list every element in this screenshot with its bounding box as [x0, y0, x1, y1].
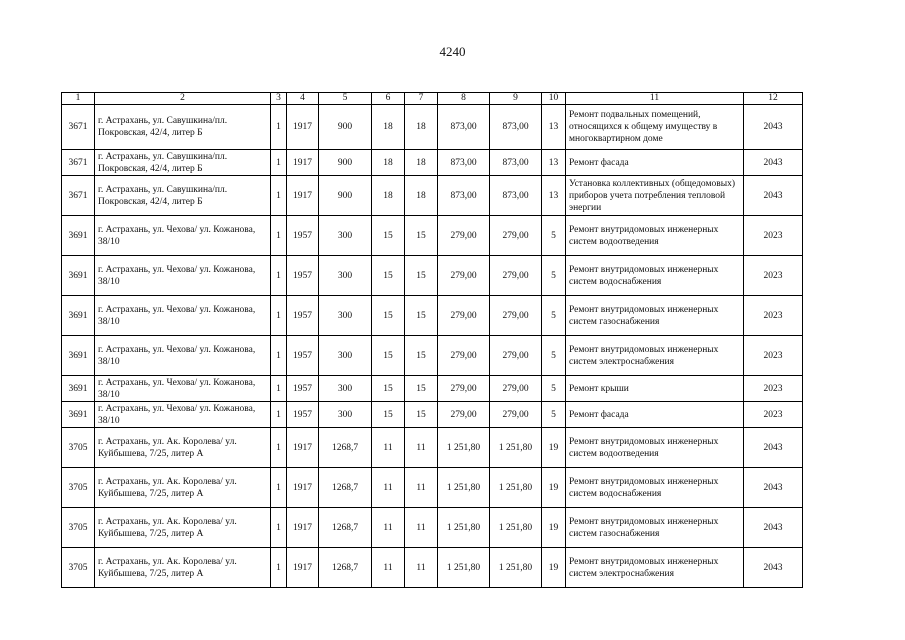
count-cell: 1 [271, 216, 287, 256]
row-id-cell: 3691 [62, 376, 95, 402]
address-cell: г. Астрахань, ул. Ак. Королева/ ул. Куйбышева, 7/25, литер А [95, 468, 271, 508]
cost-cell: 279,00 [490, 256, 542, 296]
value-cell: 15 [405, 216, 438, 256]
value-cell: 18 [372, 150, 405, 176]
page-number: 4240 [439, 44, 466, 59]
area-cell: 300 [319, 402, 372, 428]
table-row [62, 150, 803, 176]
table-row [62, 376, 803, 402]
table-row [62, 296, 803, 336]
area-cell: 300 [319, 376, 372, 402]
count-cell: 1 [271, 296, 287, 336]
cost-cell: 1 251,80 [438, 428, 490, 468]
value-cell: 15 [372, 256, 405, 296]
cost-cell: 1 251,80 [490, 548, 542, 588]
value-cell: 19 [542, 428, 566, 468]
count-cell: 1 [271, 428, 287, 468]
table-row [62, 256, 803, 296]
cost-cell: 279,00 [490, 336, 542, 376]
table-row [62, 216, 803, 256]
value-cell: 11 [405, 548, 438, 588]
value-cell: 5 [542, 216, 566, 256]
value-cell: 19 [542, 548, 566, 588]
value-cell: 11 [372, 428, 405, 468]
count-cell: 1 [271, 376, 287, 402]
address-cell: г. Астрахань, ул. Чехова/ ул. Кожанова, 38/10 [95, 376, 271, 402]
cost-cell: 1 251,80 [490, 468, 542, 508]
table-row [62, 468, 803, 508]
area-cell: 1268,7 [319, 468, 372, 508]
value-cell: 15 [372, 296, 405, 336]
row-id-cell: 3671 [62, 176, 95, 216]
row-id-cell: 3671 [62, 150, 95, 176]
cost-cell: 279,00 [438, 256, 490, 296]
cost-cell: 279,00 [490, 402, 542, 428]
plan-year-cell: 2043 [744, 150, 803, 176]
work-type-cell: Ремонт подвальных помещений, относящихся к общему имуществу в многоквартирном доме [566, 105, 744, 150]
value-cell: 18 [405, 105, 438, 150]
table-row [62, 336, 803, 376]
value-cell: 18 [405, 176, 438, 216]
table-body [62, 93, 803, 588]
value-cell: 5 [542, 256, 566, 296]
value-cell: 15 [405, 402, 438, 428]
value-cell: 13 [542, 105, 566, 150]
column-number: 9 [490, 93, 542, 105]
repair-program-table [61, 92, 803, 588]
row-id-cell: 3691 [62, 402, 95, 428]
year-built-cell: 1917 [287, 468, 319, 508]
value-cell: 11 [372, 548, 405, 588]
cost-cell: 279,00 [490, 376, 542, 402]
area-cell: 1268,7 [319, 508, 372, 548]
count-cell: 1 [271, 176, 287, 216]
value-cell: 5 [542, 296, 566, 336]
year-built-cell: 1957 [287, 256, 319, 296]
year-built-cell: 1957 [287, 296, 319, 336]
table-row [62, 428, 803, 468]
value-cell: 11 [405, 428, 438, 468]
plan-year-cell: 2043 [744, 548, 803, 588]
address-cell: г. Астрахань, ул. Савушкина/пл. Покровская, 42/4, литер Б [95, 150, 271, 176]
plan-year-cell: 2043 [744, 508, 803, 548]
area-cell: 900 [319, 150, 372, 176]
column-number: 11 [566, 93, 744, 105]
address-cell: г. Астрахань, ул. Савушкина/пл. Покровская, 42/4, литер Б [95, 176, 271, 216]
work-type-cell: Ремонт внутридомовых инженерных систем газоснабжения [566, 296, 744, 336]
cost-cell: 279,00 [490, 296, 542, 336]
row-id-cell: 3671 [62, 105, 95, 150]
column-number: 5 [319, 93, 372, 105]
year-built-cell: 1917 [287, 548, 319, 588]
value-cell: 15 [372, 376, 405, 402]
row-id-cell: 3705 [62, 428, 95, 468]
value-cell: 15 [405, 376, 438, 402]
row-id-cell: 3705 [62, 468, 95, 508]
table-row [62, 548, 803, 588]
value-cell: 19 [542, 508, 566, 548]
table-row [62, 176, 803, 216]
year-built-cell: 1917 [287, 105, 319, 150]
area-cell: 900 [319, 105, 372, 150]
work-type-cell: Ремонт внутридомовых инженерных систем водоотведения [566, 216, 744, 256]
year-built-cell: 1957 [287, 402, 319, 428]
value-cell: 5 [542, 402, 566, 428]
cost-cell: 279,00 [438, 216, 490, 256]
cost-cell: 279,00 [438, 402, 490, 428]
count-cell: 1 [271, 105, 287, 150]
count-cell: 1 [271, 548, 287, 588]
value-cell: 11 [372, 468, 405, 508]
cost-cell: 1 251,80 [438, 468, 490, 508]
row-id-cell: 3691 [62, 336, 95, 376]
area-cell: 300 [319, 336, 372, 376]
value-cell: 15 [372, 402, 405, 428]
work-type-cell: Установка коллективных (общедомовых) приборов учета потребления тепловой энергии [566, 176, 744, 216]
address-cell: г. Астрахань, ул. Ак. Королева/ ул. Куйбышева, 7/25, литер А [95, 428, 271, 468]
work-type-cell: Ремонт внутридомовых инженерных систем водоснабжения [566, 256, 744, 296]
column-number: 4 [287, 93, 319, 105]
work-type-cell: Ремонт внутридомовых инженерных систем водоотведения [566, 428, 744, 468]
table-row [62, 105, 803, 150]
year-built-cell: 1917 [287, 176, 319, 216]
area-cell: 300 [319, 296, 372, 336]
cost-cell: 279,00 [438, 296, 490, 336]
cost-cell: 873,00 [490, 176, 542, 216]
work-type-cell: Ремонт крыши [566, 376, 744, 402]
column-number: 6 [372, 93, 405, 105]
value-cell: 13 [542, 176, 566, 216]
work-type-cell: Ремонт внутридомовых инженерных систем электроснабжения [566, 336, 744, 376]
plan-year-cell: 2023 [744, 336, 803, 376]
value-cell: 5 [542, 376, 566, 402]
value-cell: 19 [542, 468, 566, 508]
year-built-cell: 1957 [287, 336, 319, 376]
value-cell: 18 [372, 176, 405, 216]
cost-cell: 873,00 [490, 105, 542, 150]
value-cell: 15 [405, 256, 438, 296]
address-cell: г. Астрахань, ул. Чехова/ ул. Кожанова, 38/10 [95, 216, 271, 256]
value-cell: 15 [405, 296, 438, 336]
cost-cell: 279,00 [490, 216, 542, 256]
plan-year-cell: 2023 [744, 376, 803, 402]
cost-cell: 279,00 [438, 376, 490, 402]
count-cell: 1 [271, 256, 287, 296]
value-cell: 5 [542, 336, 566, 376]
value-cell: 18 [405, 150, 438, 176]
count-cell: 1 [271, 402, 287, 428]
address-cell: г. Астрахань, ул. Савушкина/пл. Покровская, 42/4, литер Б [95, 105, 271, 150]
row-id-cell: 3691 [62, 216, 95, 256]
row-id-cell: 3691 [62, 256, 95, 296]
plan-year-cell: 2043 [744, 428, 803, 468]
address-cell: г. Астрахань, ул. Ак. Королева/ ул. Куйбышева, 7/25, литер А [95, 548, 271, 588]
address-cell: г. Астрахань, ул. Ак. Королева/ ул. Куйбышева, 7/25, литер А [95, 508, 271, 548]
value-cell: 11 [405, 508, 438, 548]
cost-cell: 1 251,80 [438, 508, 490, 548]
area-cell: 900 [319, 176, 372, 216]
column-number-row [62, 93, 803, 105]
area-cell: 1268,7 [319, 428, 372, 468]
plan-year-cell: 2023 [744, 256, 803, 296]
year-built-cell: 1917 [287, 150, 319, 176]
plan-year-cell: 2023 [744, 296, 803, 336]
column-number: 8 [438, 93, 490, 105]
plan-year-cell: 2043 [744, 105, 803, 150]
address-cell: г. Астрахань, ул. Чехова/ ул. Кожанова, 38/10 [95, 402, 271, 428]
column-number: 12 [744, 93, 803, 105]
table-row [62, 402, 803, 428]
value-cell: 11 [405, 468, 438, 508]
plan-year-cell: 2023 [744, 216, 803, 256]
cost-cell: 1 251,80 [490, 508, 542, 548]
value-cell: 15 [372, 216, 405, 256]
work-type-cell: Ремонт внутридомовых инженерных систем водоснабжения [566, 468, 744, 508]
area-cell: 300 [319, 216, 372, 256]
year-built-cell: 1917 [287, 428, 319, 468]
work-type-cell: Ремонт внутридомовых инженерных систем газоснабжения [566, 508, 744, 548]
value-cell: 15 [405, 336, 438, 376]
column-number: 3 [271, 93, 287, 105]
cost-cell: 873,00 [438, 105, 490, 150]
value-cell: 11 [372, 508, 405, 548]
column-number: 1 [62, 93, 95, 105]
value-cell: 15 [372, 336, 405, 376]
row-id-cell: 3691 [62, 296, 95, 336]
value-cell: 18 [372, 105, 405, 150]
plan-year-cell: 2043 [744, 468, 803, 508]
area-cell: 1268,7 [319, 548, 372, 588]
year-built-cell: 1957 [287, 216, 319, 256]
count-cell: 1 [271, 468, 287, 508]
plan-year-cell: 2023 [744, 402, 803, 428]
column-number: 2 [95, 93, 271, 105]
cost-cell: 873,00 [490, 150, 542, 176]
count-cell: 1 [271, 150, 287, 176]
cost-cell: 873,00 [438, 176, 490, 216]
area-cell: 300 [319, 256, 372, 296]
work-type-cell: Ремонт внутридомовых инженерных систем электроснабжения [566, 548, 744, 588]
row-id-cell: 3705 [62, 548, 95, 588]
address-cell: г. Астрахань, ул. Чехова/ ул. Кожанова, 38/10 [95, 256, 271, 296]
address-cell: г. Астрахань, ул. Чехова/ ул. Кожанова, 38/10 [95, 296, 271, 336]
count-cell: 1 [271, 508, 287, 548]
column-number: 10 [542, 93, 566, 105]
year-built-cell: 1917 [287, 508, 319, 548]
work-type-cell: Ремонт фасада [566, 402, 744, 428]
year-built-cell: 1957 [287, 376, 319, 402]
column-number: 7 [405, 93, 438, 105]
value-cell: 13 [542, 150, 566, 176]
count-cell: 1 [271, 336, 287, 376]
cost-cell: 1 251,80 [438, 548, 490, 588]
address-cell: г. Астрахань, ул. Чехова/ ул. Кожанова, 38/10 [95, 336, 271, 376]
plan-year-cell: 2043 [744, 176, 803, 216]
work-type-cell: Ремонт фасада [566, 150, 744, 176]
cost-cell: 873,00 [438, 150, 490, 176]
table-row [62, 508, 803, 548]
cost-cell: 279,00 [438, 336, 490, 376]
cost-cell: 1 251,80 [490, 428, 542, 468]
row-id-cell: 3705 [62, 508, 95, 548]
